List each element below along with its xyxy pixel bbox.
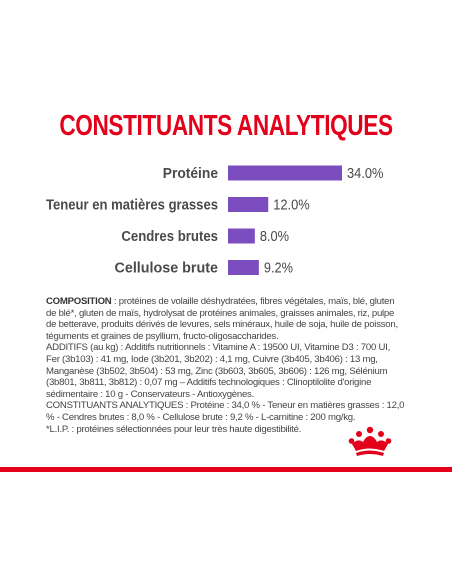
- additifs-paragraph: ADDITIFS (au kg) : Additifs nutritionnels : Vitamine A : 19500 UI, Vitamine D3 : 700 UI, Fer (3b103) : 41 mg, Iode (3b201, 3b202) : 4,1 mg, Cuivre (3b405, 3b406) : 13 mg, Manganèse (3b502, 3b504) : 53 mg, Zinc (3b603, 3b605, 3b606) : 126 mg, Sélénium (3b801, 3b811, 3b812) : 0,07 mg – Additifs technologiques : Clinoptilolite d'origine sédimentaire : 10 g - Conservateurs - Antioxygènes.: [46, 342, 390, 400]
- lip-note: *L.I.P. : protéines sélectionnées pour leur très haute digestibilité.: [46, 423, 302, 435]
- bar: [228, 166, 342, 181]
- royal-crown-icon: [348, 424, 392, 460]
- value-label: 34.0%: [347, 166, 384, 182]
- composition-paragraph: [46, 296, 406, 342]
- category-label: Teneur en matières grasses: [46, 197, 218, 214]
- constituants-paragraph: CONSTITUANTS ANALYTIQUES : Protéine : 34,0 % - Teneur en matières grasses : 12,0 % - Cendres brutes : 8,0 % - Cellulose brute : 9,2 % - L-carnitine : 200 mg/kg.: [46, 400, 405, 423]
- value-label: 12.0%: [273, 197, 310, 214]
- value-label: 8.0%: [259, 229, 290, 245]
- value-label: 9.2%: [263, 260, 294, 277]
- page-background: [0, 0, 452, 44]
- composition-label: COMPOSITION: [46, 296, 112, 307]
- category-label: Cendres brutes: [121, 229, 218, 245]
- bar: [228, 229, 255, 244]
- bar: [228, 197, 268, 212]
- composition-ingredients: : protéines de volaille déshydratées, fibres végétales, maïs, blé, gluten de blé*, gluten de maïs, hydrolysat de protéines animales, graisses animales, riz, pulpe de betterave, produits dérivés de levures, sels minéraux, huile de soja, huile de poisson, téguments et graines de psyllium, fructo-oligosaccharides.: [46, 296, 398, 342]
- footer-red-line: [0, 467, 452, 472]
- chart-title: CONSTITUANTS ANALYTIQUES: [59, 110, 393, 142]
- bar-chart: [0, 150, 452, 290]
- bar: [228, 260, 259, 275]
- composition-text: [46, 296, 406, 435]
- category-label: Cellulose brute: [114, 260, 218, 277]
- category-label: Protéine: [162, 166, 218, 182]
